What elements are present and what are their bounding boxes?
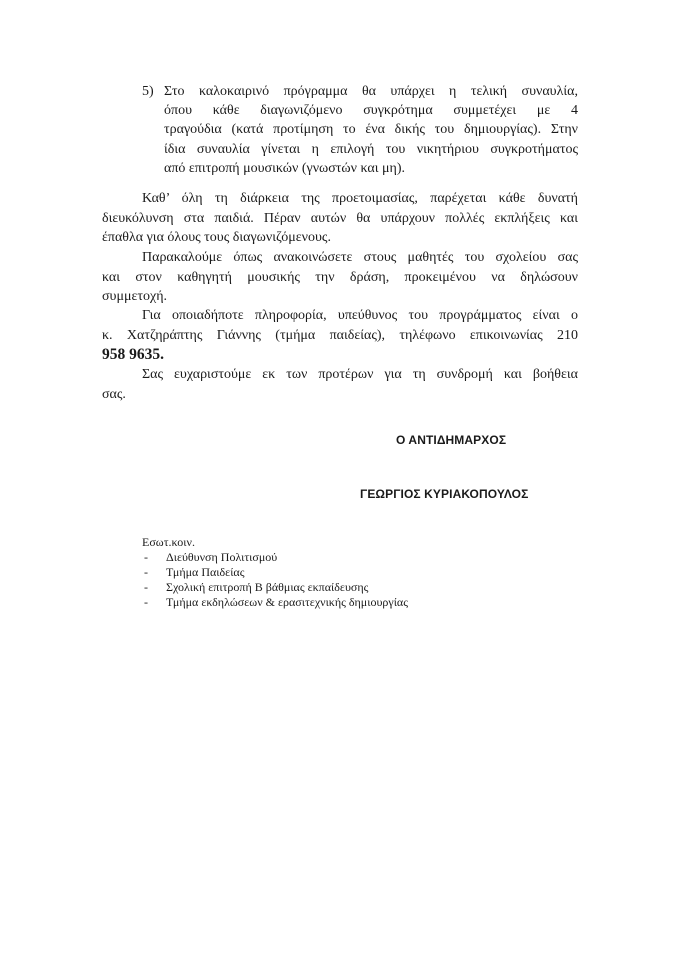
distribution-list xyxy=(142,535,408,610)
distribution-heading: Εσωτ.κοιν. xyxy=(142,535,195,549)
phone-number: 958 9635. xyxy=(102,346,164,363)
paragraph-thanks xyxy=(102,365,578,404)
thanks-line-1: Σας ευχαριστούμε εκ των προτέρων για τη συνδρομή και βοήθεια xyxy=(142,367,578,382)
support-line-2: διευκόλυνση στα παιδιά. Πέραν αυτών θα υπάρχουν πολλές εκπλήξεις και xyxy=(102,210,578,226)
dash-bullet: - xyxy=(144,580,148,594)
distribution-item-label: Διεύθυνση Πολιτισμού xyxy=(166,550,278,564)
paragraph-support xyxy=(102,189,578,248)
item5-line-5: από επιτροπή μουσικών (γνωστών και μη). xyxy=(164,160,405,176)
list-number: 5) xyxy=(142,84,154,99)
signature-name: ΓΕΩΡΓΙΟΣ ΚΥΡΙΑΚΟΠΟΥΛΟΣ xyxy=(360,487,529,501)
paragraph-announce xyxy=(102,248,578,307)
info-line-1: Για οποιαδήποτε πληροφορία, υπεύθυνος του προγράμματος είναι ο xyxy=(142,308,578,323)
info-line-3 xyxy=(102,345,578,366)
support-line-3: έπαθλα για όλους τους διαγωνιζόμενους. xyxy=(102,230,331,245)
distribution-item xyxy=(142,595,408,610)
item5-line-1: Στο καλοκαιρινό πρόγραμμα θα υπάρχει η τελική συναυλία, xyxy=(164,84,578,99)
paragraph-info xyxy=(102,306,578,366)
announce-line-1: Παρακαλούμε όπως ανακοινώσετε στους μαθητές του σχολείου σας xyxy=(142,250,578,265)
announce-line-2: και στον καθηγητή μουσικής την δράση, προκειμένου να δηλώσουν xyxy=(102,269,578,285)
thanks-line-2: σας. xyxy=(102,386,126,402)
support-line-1: Καθ’ όλη τη διάρκεια της προετοιμασίας, παρέχεται κάθε δυνατή xyxy=(142,191,578,206)
dash-bullet: - xyxy=(144,565,148,579)
distribution-item xyxy=(142,550,408,565)
dash-bullet: - xyxy=(144,550,148,564)
list-item-5 xyxy=(142,82,578,178)
item5-line-3: τραγούδια (κατά προτίμηση το ένα δικής του δημιουργίας). Στην xyxy=(164,122,578,138)
signature-title: Ο ΑΝΤΙΔΗΜΑΡΧΟΣ xyxy=(396,433,507,447)
item5-line-2: όπου κάθε διαγωνιζόμενο συγκρότημα συμμετέχει με 4 xyxy=(164,103,578,119)
distribution-item xyxy=(142,565,408,580)
distribution-item-label: Σχολική επιτροπή Β βάθμιας εκπαίδευσης xyxy=(166,580,369,594)
distribution-item-label: Τμήμα Παιδείας xyxy=(166,565,245,579)
item5-line-4: ίδια συναυλία γίνεται η επιλογή του νικητήριου συγκροτήματος xyxy=(164,141,578,157)
announce-line-3: συμμετοχή. xyxy=(102,289,168,304)
distribution-item-label: Τμήμα εκδηλώσεων & ερασιτεχνικής δημιουργίας xyxy=(166,595,408,609)
dash-bullet: - xyxy=(144,595,148,609)
info-line-2: κ. Χατζηράπτης Γιάννης (τμήμα παιδείας), τηλέφωνο επικοινωνίας 210 xyxy=(102,327,578,343)
distribution-item xyxy=(142,580,408,595)
